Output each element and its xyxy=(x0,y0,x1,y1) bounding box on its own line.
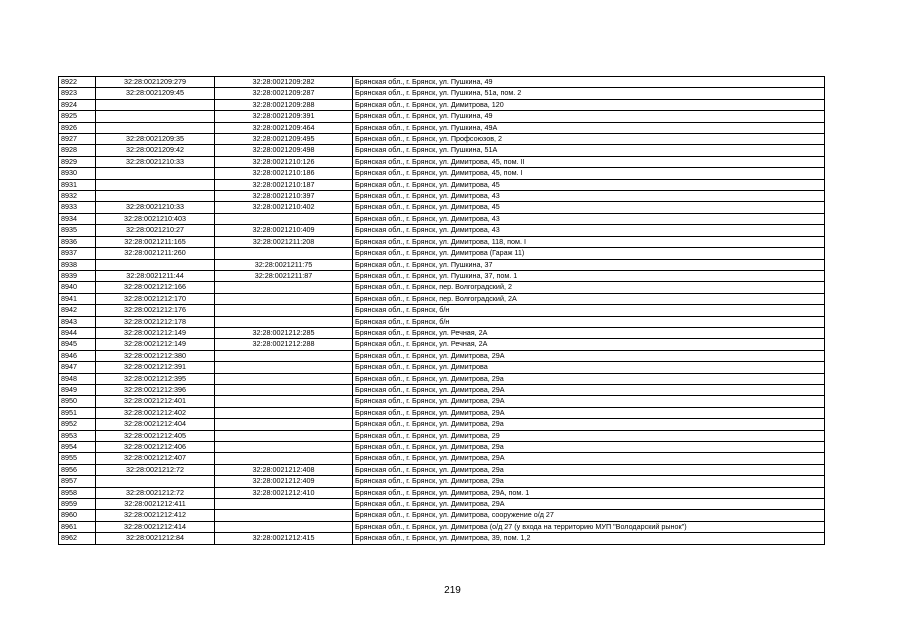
building-cadastral-number-cell: 32:28:0021209:287 xyxy=(215,88,353,99)
address-cell: Брянская обл., г. Брянск, ул. Димитрова, 118, пом. I xyxy=(353,236,825,247)
cadastral-number-cell: 32:28:0021209:279 xyxy=(96,77,215,88)
cadastral-number-cell: 32:28:0021210:27 xyxy=(96,225,215,236)
cadastral-number-cell xyxy=(96,111,215,122)
table-row xyxy=(59,442,825,453)
table-row xyxy=(59,510,825,521)
cadastral-number-cell: 32:28:0021210:33 xyxy=(96,202,215,213)
table-row xyxy=(59,145,825,156)
row-number-cell: 8955 xyxy=(59,453,96,464)
row-number-cell: 8960 xyxy=(59,510,96,521)
address-cell: Брянская обл., г. Брянск, ул. Димитрова, 43 xyxy=(353,191,825,202)
cadastral-number-cell: 32:28:0021212:170 xyxy=(96,293,215,304)
building-cadastral-number-cell xyxy=(215,442,353,453)
building-cadastral-number-cell: 32:28:0021212:410 xyxy=(215,487,353,498)
address-cell: Брянская обл., г. Брянск, ул. Димитрова, 45, пом. I xyxy=(353,168,825,179)
table-row xyxy=(59,362,825,373)
row-number-cell: 8930 xyxy=(59,168,96,179)
cadastral-number-cell: 32:28:0021212:401 xyxy=(96,396,215,407)
address-cell: Брянская обл., г. Брянск, ул. Димитрова, 29А xyxy=(353,499,825,510)
row-number-cell: 8954 xyxy=(59,442,96,453)
table-row xyxy=(59,487,825,498)
row-number-cell: 8948 xyxy=(59,373,96,384)
address-cell: Брянская обл., г. Брянск, ул. Речная, 2А xyxy=(353,327,825,338)
table-row xyxy=(59,202,825,213)
cadastral-number-cell: 32:28:0021212:404 xyxy=(96,419,215,430)
address-cell: Брянская обл., г. Брянск, ул. Димитрова, 29а xyxy=(353,442,825,453)
address-cell: Брянская обл., г. Брянск, ул. Пушкина, 49 xyxy=(353,111,825,122)
building-cadastral-number-cell: 32:28:0021210:186 xyxy=(215,168,353,179)
row-number-cell: 8962 xyxy=(59,533,96,544)
table-row xyxy=(59,521,825,532)
row-number-cell: 8951 xyxy=(59,407,96,418)
cadastral-number-cell: 32:28:0021212:391 xyxy=(96,362,215,373)
cadastral-number-cell: 32:28:0021210:33 xyxy=(96,156,215,167)
address-cell: Брянская обл., г. Брянск, ул. Пушкина, 37 xyxy=(353,259,825,270)
building-cadastral-number-cell: 32:28:0021209:288 xyxy=(215,99,353,110)
row-number-cell: 8928 xyxy=(59,145,96,156)
cadastral-number-cell: 32:28:0021212:72 xyxy=(96,464,215,475)
building-cadastral-number-cell xyxy=(215,510,353,521)
building-cadastral-number-cell xyxy=(215,407,353,418)
address-cell: Брянская обл., г. Брянск, ул. Димитрова, 29А, пом. 1 xyxy=(353,487,825,498)
row-number-cell: 8944 xyxy=(59,327,96,338)
row-number-cell: 8924 xyxy=(59,99,96,110)
address-cell: Брянская обл., г. Брянск, ул. Профсоюзов, 2 xyxy=(353,134,825,145)
table-row xyxy=(59,134,825,145)
address-cell: Брянская обл., г. Брянск, ул. Димитрова, 45, пом. II xyxy=(353,156,825,167)
building-cadastral-number-cell xyxy=(215,373,353,384)
row-number-cell: 8922 xyxy=(59,77,96,88)
row-number-cell: 8947 xyxy=(59,362,96,373)
building-cadastral-number-cell xyxy=(215,499,353,510)
table-row xyxy=(59,293,825,304)
address-cell: Брянская обл., г. Брянск, ул. Димитрова (о/д 27 (у входа на территорию МУП "Володарский рынок") xyxy=(353,521,825,532)
building-cadastral-number-cell xyxy=(215,282,353,293)
cadastral-number-cell: 32:28:0021212:411 xyxy=(96,499,215,510)
address-cell: Брянская обл., г. Брянск, ул. Димитрова, 29 xyxy=(353,430,825,441)
address-cell: Брянская обл., г. Брянск, ул. Димитрова, 43 xyxy=(353,225,825,236)
row-number-cell: 8958 xyxy=(59,487,96,498)
address-cell: Брянская обл., г. Брянск, ул. Димитрова, 29А xyxy=(353,396,825,407)
cadastral-number-cell: 32:28:0021211:44 xyxy=(96,270,215,281)
table-row xyxy=(59,407,825,418)
building-cadastral-number-cell: 32:28:0021211:87 xyxy=(215,270,353,281)
address-cell: Брянская обл., г. Брянск, ул. Пушкина, 49А xyxy=(353,122,825,133)
building-cadastral-number-cell: 32:28:0021212:408 xyxy=(215,464,353,475)
building-cadastral-number-cell xyxy=(215,453,353,464)
address-cell: Брянская обл., г. Брянск, ул. Димитрова, 45 xyxy=(353,179,825,190)
address-cell: Брянская обл., г. Брянск, пер. Волгоградский, 2 xyxy=(353,282,825,293)
row-number-cell: 8949 xyxy=(59,384,96,395)
building-cadastral-number-cell: 32:28:0021210:409 xyxy=(215,225,353,236)
address-cell: Брянская обл., г. Брянск, б/н xyxy=(353,305,825,316)
table-row xyxy=(59,327,825,338)
registry-table-body xyxy=(59,77,825,545)
cadastral-number-cell xyxy=(96,259,215,270)
cadastral-number-cell: 32:28:0021212:149 xyxy=(96,327,215,338)
table-row xyxy=(59,191,825,202)
building-cadastral-number-cell: 32:28:0021210:402 xyxy=(215,202,353,213)
row-number-cell: 8935 xyxy=(59,225,96,236)
row-number-cell: 8961 xyxy=(59,521,96,532)
building-cadastral-number-cell xyxy=(215,362,353,373)
building-cadastral-number-cell: 32:28:0021210:126 xyxy=(215,156,353,167)
address-cell: Брянская обл., г. Брянск, ул. Димитрова, 45 xyxy=(353,202,825,213)
row-number-cell: 8936 xyxy=(59,236,96,247)
table-row xyxy=(59,384,825,395)
cadastral-number-cell: 32:28:0021212:72 xyxy=(96,487,215,498)
cadastral-number-cell: 32:28:0021212:166 xyxy=(96,282,215,293)
row-number-cell: 8938 xyxy=(59,259,96,270)
building-cadastral-number-cell: 32:28:0021210:187 xyxy=(215,179,353,190)
table-row xyxy=(59,248,825,259)
building-cadastral-number-cell xyxy=(215,384,353,395)
row-number-cell: 8923 xyxy=(59,88,96,99)
row-number-cell: 8940 xyxy=(59,282,96,293)
cadastral-number-cell xyxy=(96,476,215,487)
table-row xyxy=(59,225,825,236)
row-number-cell: 8945 xyxy=(59,339,96,350)
table-row xyxy=(59,77,825,88)
cadastral-number-cell: 32:28:0021212:407 xyxy=(96,453,215,464)
address-cell: Брянская обл., г. Брянск, ул. Пушкина, 51А xyxy=(353,145,825,156)
page-number: 219 xyxy=(444,585,461,596)
table-row xyxy=(59,88,825,99)
row-number-cell: 8941 xyxy=(59,293,96,304)
row-number-cell: 8929 xyxy=(59,156,96,167)
building-cadastral-number-cell xyxy=(215,396,353,407)
cadastral-number-cell: 32:28:0021212:84 xyxy=(96,533,215,544)
row-number-cell: 8939 xyxy=(59,270,96,281)
building-cadastral-number-cell xyxy=(215,305,353,316)
row-number-cell: 8957 xyxy=(59,476,96,487)
row-number-cell: 8952 xyxy=(59,419,96,430)
row-number-cell: 8942 xyxy=(59,305,96,316)
address-cell: Брянская обл., г. Брянск, ул. Пушкина, 51а, пом. 2 xyxy=(353,88,825,99)
address-cell: Брянская обл., г. Брянск, ул. Димитрова, сооружение о/д 27 xyxy=(353,510,825,521)
cadastral-number-cell: 32:28:0021212:402 xyxy=(96,407,215,418)
building-cadastral-number-cell xyxy=(215,316,353,327)
address-cell: Брянская обл., г. Брянск, ул. Димитрова, 29А xyxy=(353,407,825,418)
row-number-cell: 8946 xyxy=(59,350,96,361)
table-row xyxy=(59,156,825,167)
table-row xyxy=(59,270,825,281)
address-cell: Брянская обл., г. Брянск, ул. Димитрова, 29а xyxy=(353,373,825,384)
address-cell: Брянская обл., г. Брянск, ул. Димитрова, 29А xyxy=(353,350,825,361)
building-cadastral-number-cell xyxy=(215,213,353,224)
row-number-cell: 8959 xyxy=(59,499,96,510)
address-cell: Брянская обл., г. Брянск, ул. Речная, 2А xyxy=(353,339,825,350)
table-row xyxy=(59,316,825,327)
row-number-cell: 8932 xyxy=(59,191,96,202)
building-cadastral-number-cell xyxy=(215,350,353,361)
row-number-cell: 8950 xyxy=(59,396,96,407)
building-cadastral-number-cell xyxy=(215,419,353,430)
address-cell: Брянская обл., г. Брянск, ул. Димитрова, 29а xyxy=(353,464,825,475)
cadastral-number-cell: 32:28:0021212:414 xyxy=(96,521,215,532)
cadastral-number-cell xyxy=(96,99,215,110)
row-number-cell: 8956 xyxy=(59,464,96,475)
address-cell: Брянская обл., г. Брянск, ул. Пушкина, 37, пом. 1 xyxy=(353,270,825,281)
address-cell: Брянская обл., г. Брянск, ул. Пушкина, 49 xyxy=(353,77,825,88)
cadastral-number-cell: 32:28:0021212:412 xyxy=(96,510,215,521)
address-cell: Брянская обл., г. Брянск, ул. Димитрова, 39, пом. 1,2 xyxy=(353,533,825,544)
row-number-cell: 8934 xyxy=(59,213,96,224)
table-row xyxy=(59,396,825,407)
cadastral-number-cell xyxy=(96,122,215,133)
cadastral-number-cell: 32:28:0021212:396 xyxy=(96,384,215,395)
row-number-cell: 8925 xyxy=(59,111,96,122)
address-cell: Брянская обл., г. Брянск, ул. Димитрова (Гараж 11) xyxy=(353,248,825,259)
building-cadastral-number-cell: 32:28:0021210:397 xyxy=(215,191,353,202)
table-row xyxy=(59,533,825,544)
row-number-cell: 8927 xyxy=(59,134,96,145)
building-cadastral-number-cell xyxy=(215,430,353,441)
address-cell: Брянская обл., г. Брянск, б/н xyxy=(353,316,825,327)
cadastral-number-cell: 32:28:0021209:42 xyxy=(96,145,215,156)
building-cadastral-number-cell: 32:28:0021212:288 xyxy=(215,339,353,350)
cadastral-number-cell: 32:28:0021210:403 xyxy=(96,213,215,224)
cadastral-number-cell: 32:28:0021212:405 xyxy=(96,430,215,441)
cadastral-number-cell: 32:28:0021212:406 xyxy=(96,442,215,453)
row-number-cell: 8931 xyxy=(59,179,96,190)
table-row xyxy=(59,99,825,110)
table-row xyxy=(59,499,825,510)
table-row xyxy=(59,464,825,475)
cadastral-number-cell xyxy=(96,191,215,202)
address-cell: Брянская обл., г. Брянск, ул. Димитрова, 43 xyxy=(353,213,825,224)
address-cell: Брянская обл., г. Брянск, ул. Димитрова xyxy=(353,362,825,373)
registry-table xyxy=(58,76,825,545)
building-cadastral-number-cell: 32:28:0021211:208 xyxy=(215,236,353,247)
table-row xyxy=(59,476,825,487)
building-cadastral-number-cell: 32:28:0021209:391 xyxy=(215,111,353,122)
table-row xyxy=(59,350,825,361)
row-number-cell: 8943 xyxy=(59,316,96,327)
cadastral-number-cell: 32:28:0021212:178 xyxy=(96,316,215,327)
table-row xyxy=(59,339,825,350)
address-cell: Брянская обл., г. Брянск, ул. Димитрова, 29а xyxy=(353,419,825,430)
table-row xyxy=(59,373,825,384)
building-cadastral-number-cell: 32:28:0021212:285 xyxy=(215,327,353,338)
table-row xyxy=(59,111,825,122)
building-cadastral-number-cell: 32:28:0021209:464 xyxy=(215,122,353,133)
cadastral-number-cell xyxy=(96,168,215,179)
table-row xyxy=(59,305,825,316)
cadastral-number-cell: 32:28:0021211:165 xyxy=(96,236,215,247)
row-number-cell: 8933 xyxy=(59,202,96,213)
cadastral-number-cell: 32:28:0021212:149 xyxy=(96,339,215,350)
table-row xyxy=(59,419,825,430)
row-number-cell: 8926 xyxy=(59,122,96,133)
table-row xyxy=(59,168,825,179)
cadastral-number-cell: 32:28:0021209:45 xyxy=(96,88,215,99)
building-cadastral-number-cell: 32:28:0021211:75 xyxy=(215,259,353,270)
cadastral-number-cell: 32:28:0021212:380 xyxy=(96,350,215,361)
cadastral-number-cell: 32:28:0021211:260 xyxy=(96,248,215,259)
address-cell: Брянская обл., г. Брянск, ул. Димитрова, 29А xyxy=(353,453,825,464)
table-row xyxy=(59,179,825,190)
cadastral-number-cell: 32:28:0021212:176 xyxy=(96,305,215,316)
table-row xyxy=(59,453,825,464)
cadastral-number-cell: 32:28:0021209:35 xyxy=(96,134,215,145)
row-number-cell: 8937 xyxy=(59,248,96,259)
table-row xyxy=(59,213,825,224)
table-row xyxy=(59,282,825,293)
building-cadastral-number-cell xyxy=(215,521,353,532)
row-number-cell: 8953 xyxy=(59,430,96,441)
table-row xyxy=(59,430,825,441)
building-cadastral-number-cell xyxy=(215,293,353,304)
cadastral-number-cell xyxy=(96,179,215,190)
building-cadastral-number-cell: 32:28:0021212:409 xyxy=(215,476,353,487)
building-cadastral-number-cell: 32:28:0021209:282 xyxy=(215,77,353,88)
address-cell: Брянская обл., г. Брянск, пер. Волгоградский, 2А xyxy=(353,293,825,304)
address-cell: Брянская обл., г. Брянск, ул. Димитрова, 120 xyxy=(353,99,825,110)
building-cadastral-number-cell: 32:28:0021209:495 xyxy=(215,134,353,145)
table-row xyxy=(59,236,825,247)
cadastral-number-cell: 32:28:0021212:395 xyxy=(96,373,215,384)
address-cell: Брянская обл., г. Брянск, ул. Димитрова, 29А xyxy=(353,384,825,395)
building-cadastral-number-cell: 32:28:0021212:415 xyxy=(215,533,353,544)
table-row xyxy=(59,122,825,133)
table-row xyxy=(59,259,825,270)
building-cadastral-number-cell xyxy=(215,248,353,259)
address-cell: Брянская обл., г. Брянск, ул. Димитрова, 29а xyxy=(353,476,825,487)
building-cadastral-number-cell: 32:28:0021209:498 xyxy=(215,145,353,156)
